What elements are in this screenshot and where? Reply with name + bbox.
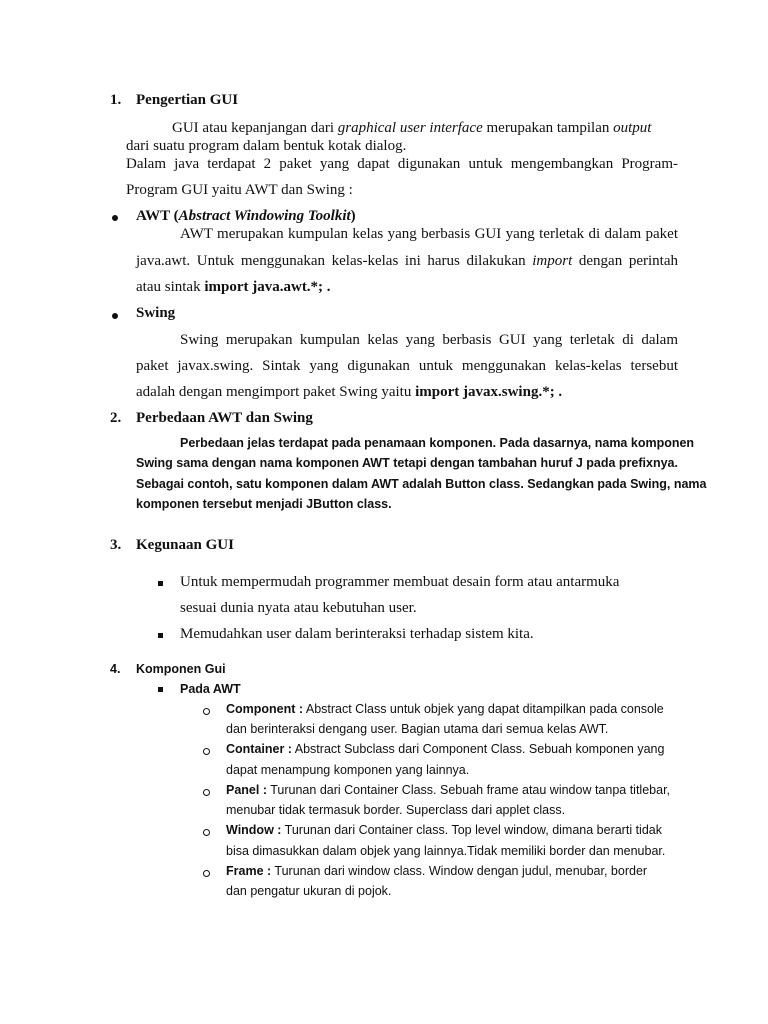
code-text: import java.awt.*; .	[204, 279, 331, 295]
term: Container :	[226, 742, 292, 756]
list-item-line: bisa dimasukkan dalam objek yang lainnya.Tidak memiliki border dan menubar.	[226, 844, 666, 858]
list-item-line	[226, 702, 664, 716]
circle-bullet-icon	[203, 829, 210, 836]
term: Window :	[226, 823, 282, 837]
paragraph-line	[136, 279, 331, 296]
list-item-line	[226, 742, 664, 756]
text: java.awt. Untuk menggunakan kelas-kelas ini harus dilakukan	[136, 253, 533, 269]
code-text: import javax.swing.*; .	[415, 384, 563, 400]
section-number: 2.	[110, 410, 122, 426]
text: Turunan dari Container Class. Sebuah frame atau window tanpa titlebar,	[267, 783, 671, 797]
list-item-line: Memudahkan user dalam berinteraksi terhadap sistem kita.	[180, 626, 534, 642]
text: Abstract Class untuk objek yang dapat ditampilkan pada console	[303, 702, 664, 716]
paragraph-line: Sebagai contoh, satu komponen dalam AWT adalah Button class. Sedangkan pada Swing, nama	[136, 477, 707, 491]
paragraph-line	[172, 120, 651, 137]
text-italic: import	[532, 253, 573, 269]
text: GUI atau kepanjangan dari	[172, 120, 338, 136]
list-item-line: Untuk mempermudah programmer membuat desain form atau antarmuka	[180, 574, 620, 590]
bullet-icon	[112, 215, 118, 221]
section-title: Kegunaan GUI	[136, 537, 234, 553]
bullet-heading: Swing	[136, 305, 176, 321]
list-item-line: sesuai dunia nyata atau kebutuhan user.	[180, 600, 417, 616]
list-item-line: menubar tidak termasuk border. Superclass dari applet class.	[226, 803, 566, 817]
paragraph-line: Program GUI yaitu AWT dan Swing :	[126, 182, 353, 198]
paragraph-line	[136, 384, 562, 401]
paragraph-line: komponen tersebut menjadi JButton class.	[136, 497, 392, 511]
term: Frame :	[226, 864, 272, 878]
square-bullet-icon	[158, 633, 163, 638]
circle-bullet-icon	[203, 708, 210, 715]
text: atau sintak	[136, 279, 205, 295]
paragraph-line: Swing merupakan kumpulan kelas yang berbasis GUI yang terletak di dalam	[180, 332, 678, 348]
list-item-line	[226, 864, 647, 878]
list-item-line: dapat menampung komponen yang lainnya.	[226, 763, 470, 777]
circle-bullet-icon	[203, 789, 210, 796]
section-title: Perbedaan AWT dan Swing	[136, 410, 313, 426]
paragraph-line: Swing sama dengan nama komponen AWT tetapi dengan tambahan huruf J pada prefixnya.	[136, 456, 678, 470]
paragraph-line: paket javax.swing. Sintak yang digunakan untuk menggunakan kelas-kelas tersebut	[136, 358, 678, 374]
bullet-heading	[136, 208, 356, 225]
section-title: Komponen Gui	[136, 662, 226, 676]
text-italic: graphical user interface	[337, 120, 483, 136]
list-item-line: dan berinteraksi dengang user. Bagian utama dari semua kelas AWT.	[226, 722, 609, 736]
square-bullet-icon	[158, 581, 163, 586]
text: merupakan tampilan	[482, 120, 614, 136]
section-number: 1.	[110, 92, 122, 108]
subsection-title: Pada AWT	[180, 682, 241, 696]
text: AWT (	[136, 208, 179, 224]
list-item-line	[226, 823, 662, 837]
paragraph-line	[136, 253, 678, 270]
paragraph-line: AWT merupakan kumpulan kelas yang berbasis GUI yang terletak di dalam paket	[180, 226, 678, 242]
text-italic: Abstract Windowing Toolkit	[178, 208, 351, 224]
bullet-icon	[112, 313, 118, 319]
text: Abstract Subclass dari Component Class. Sebuah komponen yang	[291, 742, 665, 756]
text: adalah dengan mengimport paket Swing yaitu	[136, 384, 416, 400]
list-item-line: dan pengatur ukuran di pojok.	[226, 884, 392, 898]
text: )	[350, 208, 356, 224]
paragraph-line: Perbedaan jelas terdapat pada penamaan komponen. Pada dasarnya, nama komponen	[180, 436, 695, 450]
square-bullet-icon	[158, 687, 163, 692]
term: Component :	[226, 702, 304, 716]
paragraph-line: Dalam java terdapat 2 paket yang dapat digunakan untuk mengembangkan Program-	[126, 156, 678, 172]
list-item-line	[226, 783, 670, 797]
text: Turunan dari window class. Window dengan judul, menubar, border	[271, 864, 648, 878]
text: Turunan dari Container class. Top level window, dimana berarti tidak	[281, 823, 662, 837]
text: dengan perintah	[572, 253, 678, 269]
section-title: Pengertian GUI	[136, 92, 239, 108]
section-number: 4.	[110, 662, 121, 676]
circle-bullet-icon	[203, 748, 210, 755]
section-number: 3.	[110, 537, 122, 553]
text-italic: output	[613, 120, 652, 136]
circle-bullet-icon	[203, 870, 210, 877]
paragraph-line: dari suatu program dalam bentuk kotak dialog.	[126, 138, 407, 154]
term: Panel :	[226, 783, 267, 797]
